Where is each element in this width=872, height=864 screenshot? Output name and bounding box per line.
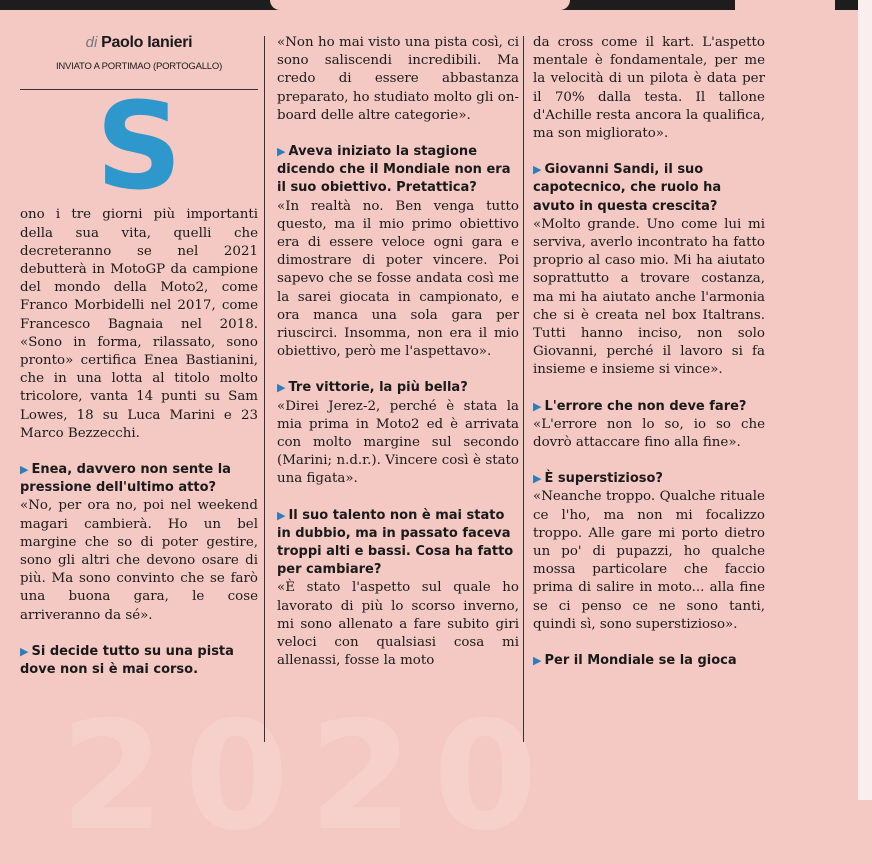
arrow-icon: ▶ bbox=[533, 163, 542, 177]
answer: da cross come il kart. L'aspetto mentale è fondamentale, per me la velocità di un pilota è data per il 70% dalla testa. Il tallone d'Achille resta ancora la qualifica, ma son migliorato». bbox=[533, 35, 765, 142]
article-column-2 bbox=[277, 34, 519, 671]
arrow-icon: ▶ bbox=[277, 145, 286, 159]
page-edge bbox=[858, 0, 872, 800]
article-column-1 bbox=[20, 34, 258, 679]
lead-paragraph: ono i tre giorni più importanti della sua vita, quelli che decreteranno se nel 2021 debutterà in MotoGP da campione del mondo della Moto2, come Franco Morbidelli nel 2017, come Francesco Bagnaia nel 2018. «Sono in forma, rilassato, sono pronto» certifica Enea Bastianini, che in una lotta al titolo molto tricolore, vanta 14 punti su Sam Lowes, 18 su Luca Marini e 23 Marco Bezzecchi. bbox=[20, 207, 258, 441]
byline-author: Paolo Ianieri bbox=[101, 34, 193, 51]
arrow-icon: ▶ bbox=[20, 644, 29, 658]
column-divider bbox=[523, 36, 524, 742]
arrow-icon: ▶ bbox=[533, 472, 542, 486]
answer: «Neanche troppo. Qualche rituale ce l'ho, ma non mi focalizzo troppo. Alle gare mi porto dietro un po' di pupazzi, ho qualche mossa particolare che faccio prima di salire in moto... alla fine se ci penso ce ne sono tanti, quindi sì, sono superstizioso». bbox=[533, 489, 765, 632]
drop-cap: S bbox=[95, 78, 183, 218]
answer: «Direi Jerez-2, perché è stata la mia prima in Moto2 ed è arrivata con molto margine sul secondo (Marini; n.d.r.). Vincere così è stato una figata». bbox=[277, 398, 519, 487]
page-top-border bbox=[0, 0, 872, 10]
question: ▶ Aveva iniziato la stagione dicendo che il Mondiale non era il suo obiettivo. Pretattica? bbox=[277, 144, 511, 196]
arrow-icon: ▶ bbox=[533, 654, 542, 668]
question: ▶ È superstizioso? bbox=[533, 471, 663, 487]
article-column-3 bbox=[533, 34, 765, 670]
answer: «Non ho mai visto una pista così, ci sono saliscendi incredibili. Ma credo di essere abbastanza preparato, ho studiato molto gli on-board delle altre categorie». bbox=[277, 35, 519, 123]
answer: «In realtà no. Ben venga tutto questo, ma il mio primo obiettivo era di essere veloce ogni gara e dimostrare di poter vincere. Poi sapevo che se fosse andata così me la sarei giocata in campionato, e ora manca una sola gara per riuscirci. Insomma, non era il mio obiettivo, però me l'aspettavo». bbox=[277, 198, 519, 360]
answer: «L'errore non lo so, io so che dovrò attaccare fino alla fine». bbox=[533, 416, 765, 451]
question: ▶ Si decide tutto su una pista dove non si è mai corso. bbox=[20, 643, 234, 678]
byline-prefix: di bbox=[85, 34, 98, 51]
byline-role: INVIATO A PORTIMAO (PORTOGALLO) bbox=[55, 61, 223, 73]
arrow-icon: ▶ bbox=[20, 463, 29, 477]
question: ▶ L'errore che non deve fare? bbox=[533, 398, 747, 414]
answer: «Molto grande. Uno come lui mi serviva, averlo incontrato ha fatto proprio al caso mio. Mi ha aiutato soprattutto a trovare costanza, ma mi ha aiutato anche l'armonia che si è creata nel box Italtrans. Tutti hanno inciso, non solo Giovanni, perché il lavoro si fa insieme e insieme si vince». bbox=[533, 216, 765, 378]
question: ▶ Enea, davvero non sente la pressione dell'ultimo atto? bbox=[20, 462, 231, 496]
column-divider bbox=[264, 36, 265, 742]
question: ▶ Per il Mondiale se la gioca bbox=[533, 653, 737, 669]
arrow-icon: ▶ bbox=[277, 381, 286, 395]
answer: «No, per ora no, poi nel weekend magari cambierà. Ho un bel margine che so di poter gestire, sono gli altri che devono osare di più. Ma sono convinto che se farò una buona gara, le cose arriveranno da sé». bbox=[20, 498, 258, 623]
arrow-icon: ▶ bbox=[277, 508, 286, 522]
arrow-icon: ▶ bbox=[533, 399, 542, 413]
answer: «È stato l'aspetto sul quale ho lavorato di più lo scorso inverno, mi sono allenato a fare subito giri veloci con qualsiasi cosa mi allenassi, fosse la moto bbox=[277, 580, 519, 669]
byline bbox=[20, 34, 258, 76]
question: ▶ Giovanni Sandi, il suo capotecnico, che ruolo ha avuto in questa crescita? bbox=[533, 162, 722, 214]
question: ▶ Tre vittorie, la più bella? bbox=[277, 380, 468, 396]
question: ▶ Il suo talento non è mai stato in dubbio, ma in passato faceva troppi alti e bassi. Cosa ha fatto per cambiare? bbox=[277, 507, 514, 578]
background-watermark: 2020 bbox=[60, 690, 558, 864]
